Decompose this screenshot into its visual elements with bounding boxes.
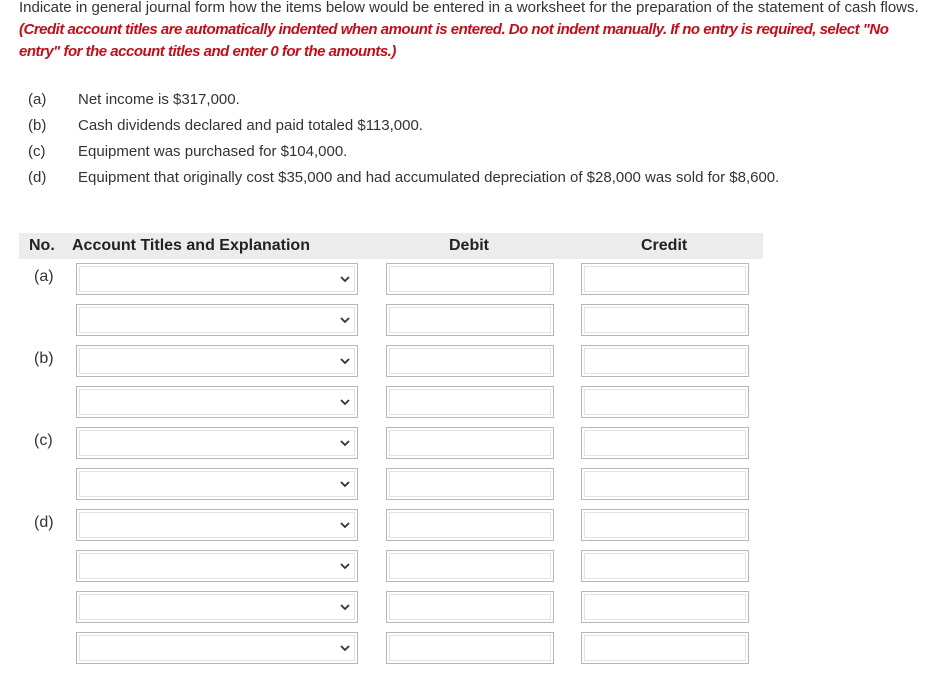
debit-input[interactable] <box>386 468 554 500</box>
credit-input[interactable] <box>581 632 749 664</box>
transaction-items <box>28 87 779 191</box>
debit-input[interactable] <box>386 509 554 541</box>
credit-input[interactable] <box>581 345 749 377</box>
account-title-select[interactable] <box>76 304 358 336</box>
debit-input[interactable] <box>386 263 554 295</box>
item-a <box>28 87 779 113</box>
row-label-a: (a) <box>34 268 54 285</box>
item-d <box>28 165 779 191</box>
credit-input[interactable] <box>581 509 749 541</box>
instructions <box>19 0 929 63</box>
credit-input[interactable] <box>581 591 749 623</box>
debit-input[interactable] <box>386 427 554 459</box>
credit-input[interactable] <box>581 427 749 459</box>
account-title-select[interactable] <box>76 550 358 582</box>
credit-input[interactable] <box>581 304 749 336</box>
item-label: (c) <box>28 143 46 160</box>
chevron-down-icon <box>340 601 350 613</box>
column-header-debit: Debit <box>449 237 489 254</box>
debit-input[interactable] <box>386 386 554 418</box>
credit-input[interactable] <box>581 468 749 500</box>
column-header-account: Account Titles and Explanation <box>72 237 310 254</box>
account-title-select[interactable] <box>76 386 358 418</box>
chevron-down-icon <box>340 560 350 572</box>
column-header-credit: Credit <box>641 237 688 254</box>
account-title-select[interactable] <box>76 427 358 459</box>
debit-input[interactable] <box>386 591 554 623</box>
chevron-down-icon <box>340 273 350 285</box>
item-b <box>28 113 779 139</box>
journal-table-header <box>19 233 763 259</box>
item-text: Net income is $317,000. <box>78 91 240 108</box>
account-title-select[interactable] <box>76 468 358 500</box>
debit-input[interactable] <box>386 304 554 336</box>
instructions-emphasis: (Credit account titles are automatically indented when amount is entered. Do not indent manually. If no entry is required, select "No entry" for the account titles and enter 0 for the amounts.) <box>19 21 889 60</box>
debit-input[interactable] <box>386 632 554 664</box>
row-label-d: (d) <box>34 514 54 531</box>
account-title-select[interactable] <box>76 509 358 541</box>
item-text: Equipment that originally cost $35,000 and had accumulated depreciation of $28,000 was sold for $8,600. <box>78 169 780 186</box>
debit-input[interactable] <box>386 345 554 377</box>
row-label-c: (c) <box>34 432 53 449</box>
chevron-down-icon <box>340 437 350 449</box>
item-label: (d) <box>28 169 47 186</box>
chevron-down-icon <box>340 478 350 490</box>
credit-input[interactable] <box>581 386 749 418</box>
account-title-select[interactable] <box>76 632 358 664</box>
chevron-down-icon <box>340 355 350 367</box>
credit-input[interactable] <box>581 550 749 582</box>
item-c <box>28 139 779 165</box>
column-header-no: No. <box>29 237 55 254</box>
item-text: Cash dividends declared and paid totaled $113,000. <box>78 117 423 134</box>
debit-input[interactable] <box>386 550 554 582</box>
item-label: (b) <box>28 117 47 134</box>
item-label: (a) <box>28 91 47 108</box>
instructions-text: Indicate in general journal form how the items below would be entered in a worksheet for the preparation of the statement of cash flows. <box>19 0 919 16</box>
chevron-down-icon <box>340 396 350 408</box>
account-title-select[interactable] <box>76 263 358 295</box>
chevron-down-icon <box>340 314 350 326</box>
account-title-select[interactable] <box>76 591 358 623</box>
item-text: Equipment was purchased for $104,000. <box>78 143 348 160</box>
chevron-down-icon <box>340 642 350 654</box>
credit-input[interactable] <box>581 263 749 295</box>
row-label-b: (b) <box>34 350 54 367</box>
chevron-down-icon <box>340 519 350 531</box>
account-title-select[interactable] <box>76 345 358 377</box>
